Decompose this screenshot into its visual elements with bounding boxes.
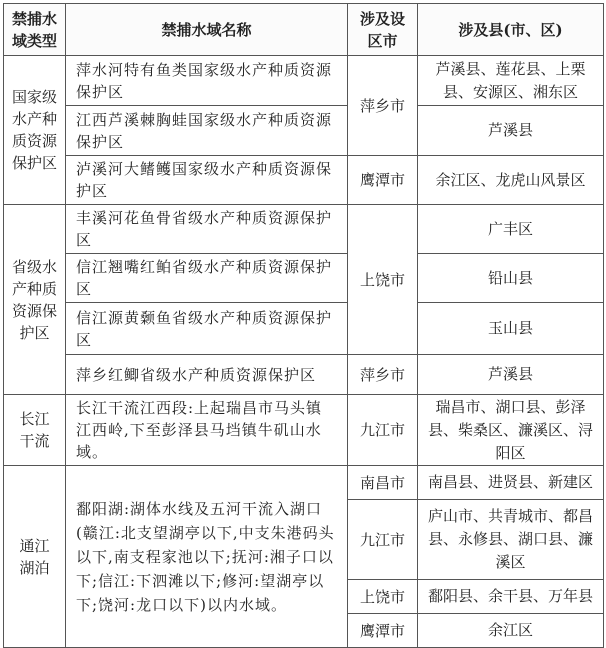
header-water-name: 禁捕水域名称 <box>66 4 348 56</box>
table-header-row <box>4 4 604 56</box>
county-cell: 余江区 <box>418 614 604 648</box>
county-cell: 余江区、龙虎山风景区 <box>418 156 604 205</box>
water-name-cell: 信江翘嘴红鲌省级水产种质资源保护区 <box>66 254 348 303</box>
water-name-cell: 萍乡红鲫省级水产种质资源保护区 <box>66 355 348 395</box>
table-row <box>4 466 604 500</box>
city-cell: 南昌市 <box>348 466 418 500</box>
header-city: 涉及设区市 <box>348 4 418 56</box>
city-cell: 鹰潭市 <box>348 156 418 205</box>
water-name-cell: 长江干流江西段:上起瑞昌市马头镇江西岭,下至彭泽县马垱镇牛矶山水域。 <box>66 395 348 466</box>
city-cell: 上饶市 <box>348 580 418 614</box>
table-row <box>4 303 604 355</box>
city-cell: 九江市 <box>348 395 418 466</box>
county-cell: 铅山县 <box>418 254 604 303</box>
county-cell: 南昌县、进贤县、新建区 <box>418 466 604 500</box>
county-cell: 芦溪县、莲花县、上栗县、安源区、湘东区 <box>418 56 604 106</box>
table-row <box>4 205 604 254</box>
water-name-cell: 丰溪河花鱼骨省级水产种质资源保护区 <box>66 205 348 254</box>
county-cell: 庐山市、共青城市、都昌县、永修县、湖口县、濂溪区 <box>418 500 604 580</box>
county-cell: 鄱阳县、余干县、万年县 <box>418 580 604 614</box>
city-cell: 上饶市 <box>348 205 418 355</box>
header-county: 涉及县(市、区) <box>418 4 604 56</box>
type-cell: 通江湖泊 <box>4 466 66 648</box>
type-cell: 省级水产种质资源保护区 <box>4 205 66 395</box>
county-cell: 芦溪县 <box>418 106 604 156</box>
county-cell: 芦溪县 <box>418 355 604 395</box>
table-row <box>4 254 604 303</box>
city-cell: 九江市 <box>348 500 418 580</box>
water-name-cell: 江西芦溪棘胸蛙国家级水产种质资源保护区 <box>66 106 348 156</box>
water-name-cell: 萍水河特有鱼类国家级水产种质资源保护区 <box>66 56 348 106</box>
water-name-cell: 信江源黄颡鱼省级水产种质资源保护区 <box>66 303 348 355</box>
header-water-type: 禁捕水域类型 <box>4 4 66 56</box>
table-row <box>4 56 604 106</box>
city-cell: 鹰潭市 <box>348 614 418 648</box>
county-cell: 瑞昌市、湖口县、彭泽县、柴桑区、濂溪区、浔阳区 <box>418 395 604 466</box>
water-name-cell: 泸溪河大鳍鳠国家级水产种质资源保护区 <box>66 156 348 205</box>
table-row <box>4 355 604 395</box>
type-cell: 国家级水产种质资源保护区 <box>4 56 66 205</box>
table-row <box>4 106 604 156</box>
table-row <box>4 395 604 466</box>
water-name-cell: 鄱阳湖:湖体水线及五河干流入湖口(赣江:北支望湖亭以下,中支朱港码头以下,南支程家池以下;抚河:湘子口以下;信江:下泗滩以下;修河:望湖亭以下;饶河:龙口以下)以内水域。 <box>66 466 348 648</box>
type-cell: 长江干流 <box>4 395 66 466</box>
county-cell: 玉山县 <box>418 303 604 355</box>
city-cell: 萍乡市 <box>348 355 418 395</box>
table-row <box>4 156 604 205</box>
county-cell: 广丰区 <box>418 205 604 254</box>
city-cell: 萍乡市 <box>348 56 418 156</box>
prohibited-fishing-waters-table <box>3 3 604 648</box>
